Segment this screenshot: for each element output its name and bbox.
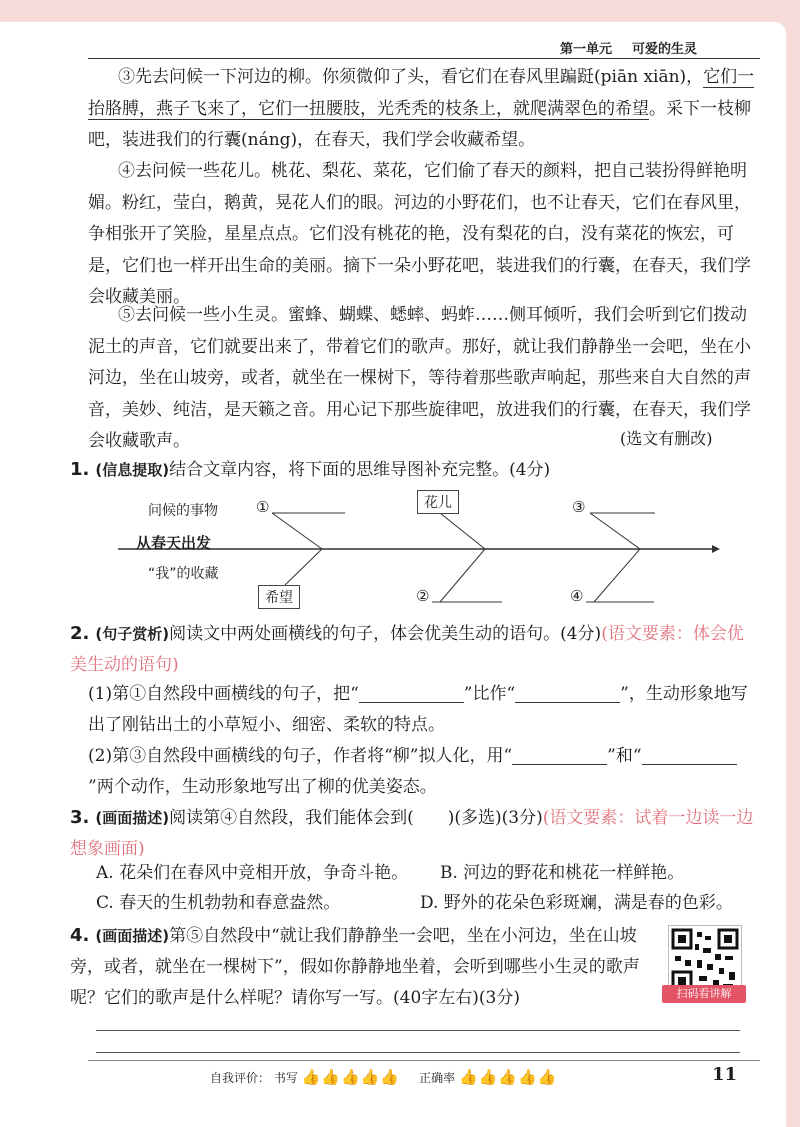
passage-paragraph-4: ④去问候一些花儿。桃花、梨花、菜花，它们偷了春天的颜料，把自己装扮得鲜艳明媚。粉红，莹白，鹅黄，晃花人们的眼。河边的小野花们，也不让春天，它们在春风里，争相张开了笑脸，星星点点。它们没有桃花的艳，没有梨花的白，没有菜花的恢宏，可是，它们也一样开出生命的美丽。摘下一朵小野花吧，装进我们的行囊，在春天，我们学会收藏美丽。 bbox=[88, 161, 751, 307]
answer-blank-2-1b[interactable] bbox=[515, 682, 620, 703]
question-3: 3. (画面描述)阅读第④自然段，我们能体会到( )(多选)(3分)(语文要素：试着一边读一边想象画面) bbox=[70, 807, 754, 859]
unit-label: 第一单元 bbox=[560, 42, 613, 57]
literacy-tag: (语文要素：体会优美生动的语句) bbox=[70, 624, 744, 675]
qr-caption: 扫码看讲解 bbox=[662, 985, 746, 1003]
answer-line-1[interactable] bbox=[96, 1030, 740, 1031]
option-a[interactable]: A. 花朵们在春风中竞相开放，争奇斗艳。 bbox=[96, 863, 409, 883]
self-evaluation bbox=[210, 1068, 557, 1086]
excerpt-note: (选文有删改) bbox=[620, 429, 713, 448]
slot-3-marker: ③ bbox=[572, 498, 586, 516]
passage-paragraph-3: ③先去问候一下河边的柳。你须微仰了头，看它们在春风里蹁跹(piān xiān)，它们一抬胳膊，燕子飞来了，它们一扭腰肢，光秃秃的枝条上，就爬满翠色的希望。采下一枝柳吧，装进我们的行囊(náng)，在春天，我们学会收藏希望。 bbox=[88, 67, 755, 150]
answer-blank-2-2a[interactable] bbox=[512, 744, 607, 765]
question-4: 4. (画面描述)第⑤自然段中“就让我们静静坐一会吧，坐在小河边，坐在山坡旁，或者，就坐在一棵树下”，假如你静静地坐着，会听到哪些小生灵的歌声呢？它们的歌声是什么样呢？请你写一写。(40字左右)(3分) bbox=[70, 925, 640, 1008]
box-flowers: 花儿 bbox=[417, 490, 459, 514]
question-1: 1. (信息提取)结合文章内容，将下面的思维导图补充完整。(4分) bbox=[70, 459, 551, 480]
unit-title: 可爱的生灵 bbox=[632, 42, 698, 57]
diagram-top-label: 问候的事物 bbox=[148, 503, 218, 519]
footer-rule bbox=[88, 1060, 760, 1061]
question-2-part-1: (1)第①自然段中画横线的句子，把“ ”比作“ ”，生动形象地写出了刚钻出土的小草短小、细密、柔软的特点。 bbox=[88, 684, 748, 735]
question-2: 2. (句子赏析)阅读文中两处画横线的句子，体会优美生动的语句。(4分)(语文要素：体会优美生动的语句) bbox=[70, 623, 744, 675]
box-hope: 希望 bbox=[258, 585, 300, 609]
axis-arrow bbox=[712, 545, 720, 553]
branch-flowers bbox=[440, 513, 485, 549]
writing-label: 书写 bbox=[273, 1071, 298, 1085]
self-eval-label: 自我评价： bbox=[210, 1071, 271, 1085]
slot-4-marker: ④ bbox=[570, 587, 584, 605]
branch-3 bbox=[590, 513, 640, 549]
slot-2-marker: ② bbox=[416, 587, 430, 605]
literacy-tag: (语文要素：试着一边读一边想象画面) bbox=[70, 808, 754, 859]
accuracy-label: 正确率 bbox=[419, 1071, 456, 1085]
branch-1 bbox=[272, 513, 322, 549]
branch-hope bbox=[285, 549, 322, 585]
question-2-part-2: (2)第③自然段中画横线的句子，作者将“柳”拟人化，用“ ”和“”两个动作，生动形象地写出了柳的优美姿态。 bbox=[88, 741, 760, 803]
thumbs-up-icon[interactable]: 👍👍👍👍👍 bbox=[459, 1068, 558, 1086]
page-number: 11 bbox=[712, 1064, 738, 1085]
answer-blank-2-1a[interactable] bbox=[359, 682, 464, 703]
option-c[interactable]: C. 春天的生机勃勃和春意盎然。 bbox=[96, 893, 341, 913]
slot-1-marker: ① bbox=[256, 498, 270, 516]
passage-paragraph-5: ⑤去问候一些小生灵。蜜蜂、蝴蝶、蟋蟀、蚂蚱……侧耳倾听，我们会听到它们拨动泥土的声音，它们就要出来了，带着它们的歌声。那好，就让我们静静坐一会吧，坐在小河边，坐在山坡旁，或者，就坐在一棵树下，等待着那些歌声响起，那些来自大自然的声音，美妙、纯洁，是天籁之音。用心记下那些旋律吧，放进我们的行囊，在春天，我们学会收藏歌声。 bbox=[88, 305, 751, 451]
qr-code-icon bbox=[669, 926, 741, 994]
option-d[interactable]: D. 野外的花朵色彩斑斓，满是春的色彩。 bbox=[420, 893, 733, 913]
answer-blank-2-2b[interactable] bbox=[642, 744, 737, 765]
underlined-sentence: 它们一抬胳膊，燕子飞来了，它们一扭腰肢，光秃秃的枝条上，就爬满翠色的希望 bbox=[88, 67, 755, 119]
diagram-bottom-label: “我”的收藏 bbox=[148, 566, 219, 582]
branch-4 bbox=[594, 549, 640, 602]
branch-2 bbox=[440, 549, 485, 602]
option-b[interactable]: B. 河边的野花和桃花一样鲜艳。 bbox=[440, 863, 685, 883]
thumbs-up-icon[interactable]: 👍👍👍👍👍 bbox=[301, 1068, 401, 1086]
answer-line-2[interactable] bbox=[96, 1052, 740, 1053]
diagram-axis-label: 从春天出发 bbox=[136, 534, 212, 552]
